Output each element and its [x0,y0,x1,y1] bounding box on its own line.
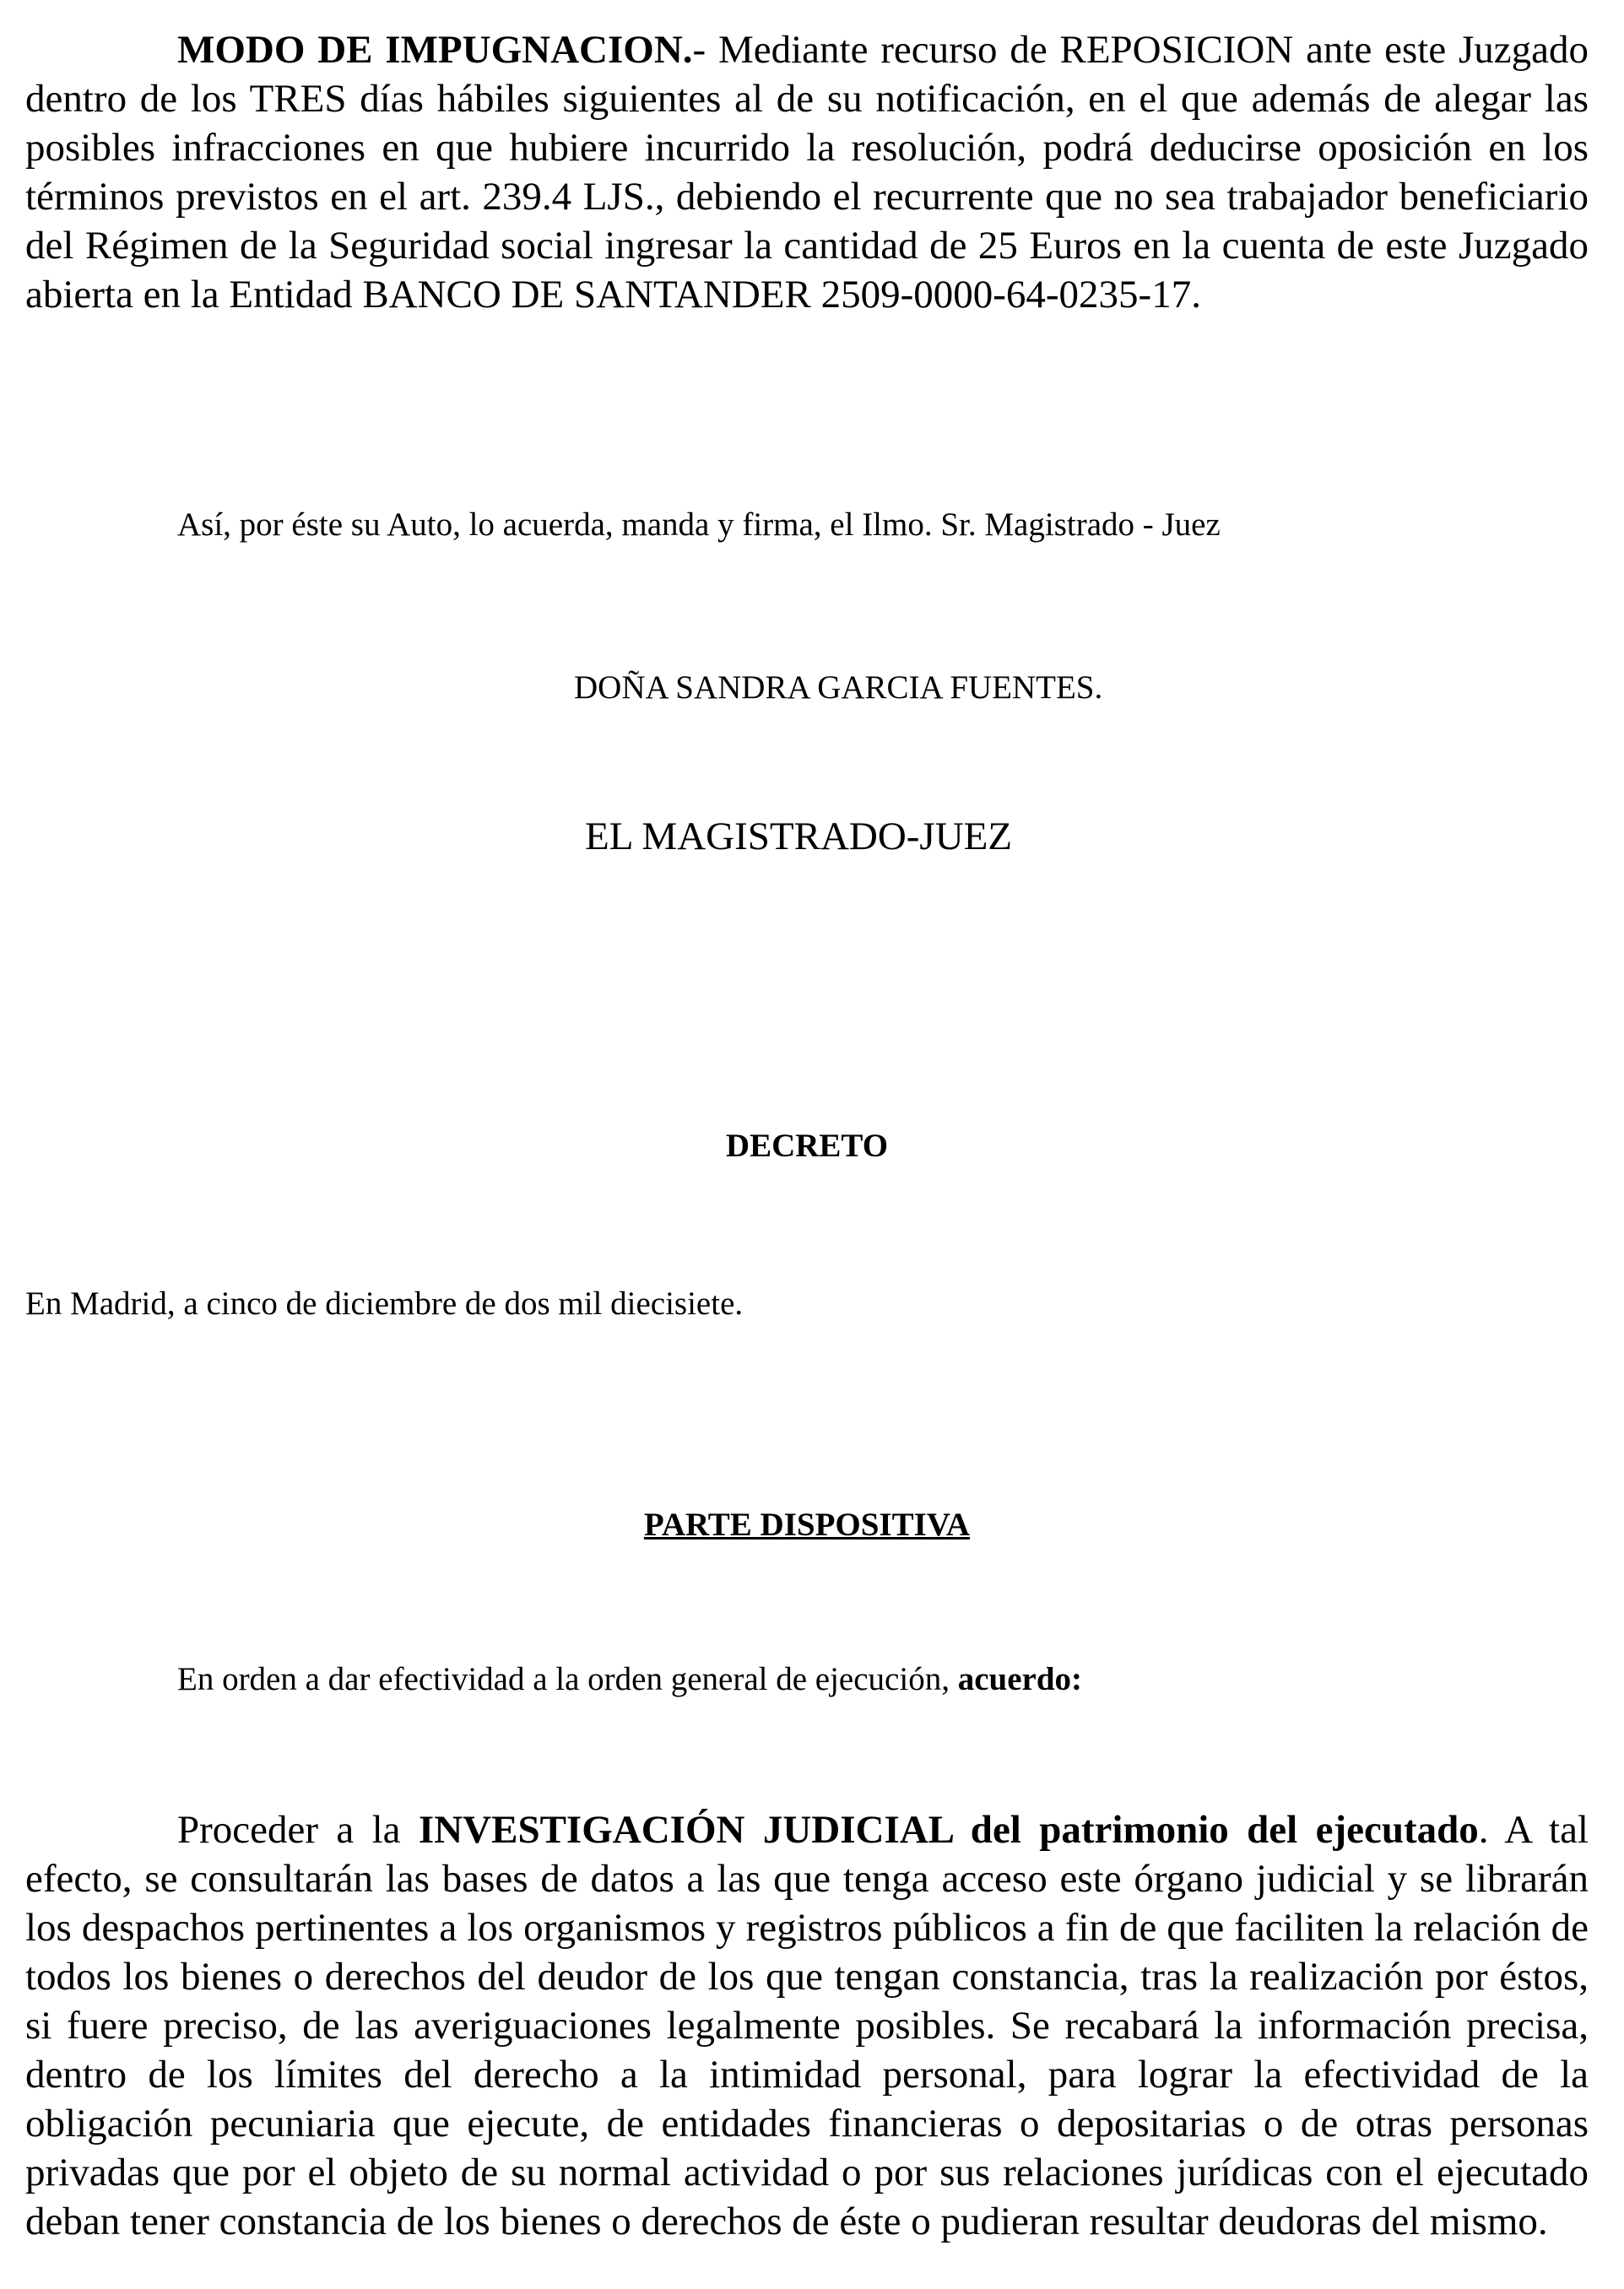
parte-dispositiva-text: PARTE DISPOSITIVA [643,1507,971,1543]
parte-dispositiva-title [25,1504,1589,1546]
orden-paragraph [177,1659,1589,1701]
investigacion-paragraph [25,1805,1589,2246]
impugnacion-heading: MODO DE IMPUGNACION. [177,28,693,72]
investigacion-lead: Proceder a la [177,1808,419,1852]
orden-text: En orden a dar efectividad a la orden general de ejecución, [177,1661,958,1697]
decreto-title-text: DECRETO [725,1128,889,1164]
investigacion-bold: INVESTIGACIÓN JUDICIAL del patrimonio del ejecutado [418,1808,1479,1852]
investigacion-text: . A tal efecto, se consultarán las bases de datos a las que tenga acceso este órgano judicial y se librarán los despachos pertinentes a los organismos y registros públicos a fin de que faciliten la relación de todos los bienes o derechos del deudor de los que tengan constancia, tras la realización por éstos, si fuere preciso, de las averiguaciones legalmente posibles. Se recabará la información precisa, dentro de los límites del derecho a la intimidad personal, para lograr la efectividad de la obligación pecuniaria que ejecute, de entidades financieras o depositarias o de otras personas privadas que por el objeto de su normal actividad o por sus relaciones jurídicas con el ejecutado deban tener constancia de los bienes o derechos de éste o pudieran resultar deudoras del mismo. [25,1808,1589,2243]
orden-bold: acuerdo: [957,1661,1083,1697]
auto-line: Así, por éste su Auto, lo acuerda, manda y firma, el Ilmo. Sr. Magistrado - Juez [177,506,1221,543]
decreto-title [25,1125,1589,1167]
judge-title-text: EL MAGISTRADO-JUEZ [585,814,1013,858]
impugnacion-paragraph [25,25,1589,319]
judge-name-text: DOÑA SANDRA GARCIA FUENTES. [574,669,1103,706]
impugnacion-text: - Mediante recurso de REPOSICION ante este Juzgado dentro de los TRES días hábiles siguientes al de su notificación, en el que además de alegar las posibles infracciones en que hubiere incurrido la resolución, podrá deducirse oposición en los términos previstos en el art. 239.4 LJS., debiendo el recurrente que no sea trabajador beneficiario del Régimen de la Seguridad social ingresar la cantidad de 25 Euros en la cuenta de este Juzgado abierta en la Entidad BANCO DE SANTANDER 2509-0000-64-0235-17. [25,28,1589,317]
place-date: En Madrid, a cinco de diciembre de dos mil diecisiete. [25,1285,744,1322]
